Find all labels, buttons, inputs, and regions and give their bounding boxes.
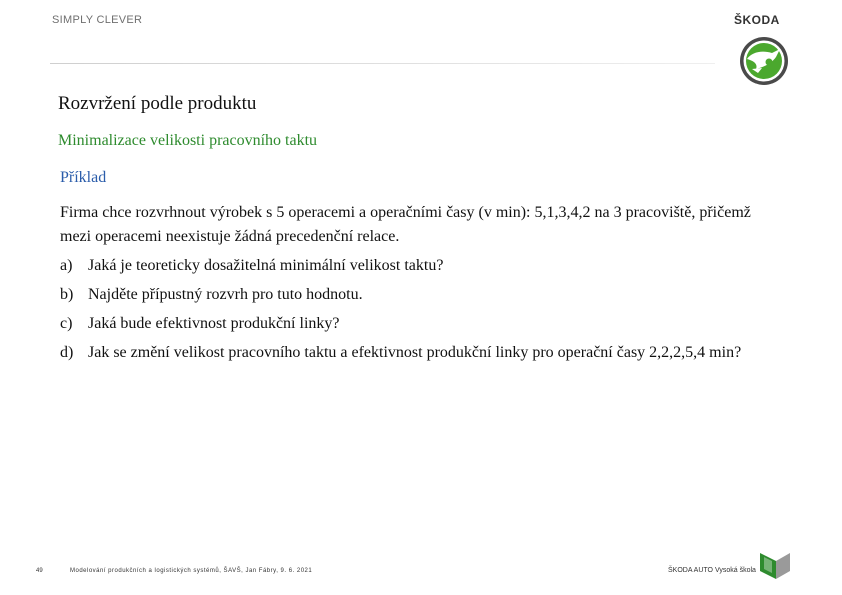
task-item bbox=[60, 342, 775, 364]
tagline: SIMPLY CLEVER bbox=[52, 14, 143, 26]
skoda-winged-arrow-icon bbox=[738, 35, 790, 87]
header-rule bbox=[50, 63, 715, 64]
task-text: Najděte přípustný rozvrh pro tuto hodnotu. bbox=[88, 286, 363, 303]
task-text: Jak se změní velikost pracovního taktu a efektivnost produkční linky pro operační časy 2,2,2,5,4 min? bbox=[88, 344, 742, 361]
task-marker: c) bbox=[60, 315, 73, 332]
page-number: 49 bbox=[36, 568, 43, 574]
task-list bbox=[60, 255, 775, 371]
task-marker: d) bbox=[60, 344, 74, 361]
footer-note: Modelování produkčních a logistických systémů, ŠAVŠ, Jan Fábry, 9. 6. 2021 bbox=[70, 568, 313, 574]
task-text: Jaká je teoreticky dosažitelná minimální velikost taktu? bbox=[88, 257, 444, 274]
slide-subtitle: Minimalizace velikosti pracovního taktu bbox=[58, 132, 318, 149]
slide-title: Rozvržení podle produktu bbox=[58, 93, 257, 114]
task-item bbox=[60, 313, 775, 335]
task-marker: a) bbox=[60, 257, 73, 274]
task-item bbox=[60, 255, 775, 277]
task-text: Jaká bude efektivnost produkční linky? bbox=[88, 315, 340, 332]
brand-name: ŠKODA bbox=[734, 13, 780, 27]
task-marker: b) bbox=[60, 286, 74, 303]
intro-paragraph: Firma chce rozvrhnout výrobek s 5 operacemi a operačními časy (v min): 5,1,3,4,2 na 3 pracoviště, přičemž mezi operacemi neexistuje žádná precedenční relace. bbox=[60, 204, 751, 245]
footer-brand: ŠKODA AUTO Vysoká škola bbox=[668, 567, 756, 574]
school-flag-icon bbox=[758, 549, 792, 581]
task-item bbox=[60, 284, 775, 306]
example-label: Příklad bbox=[60, 169, 107, 186]
